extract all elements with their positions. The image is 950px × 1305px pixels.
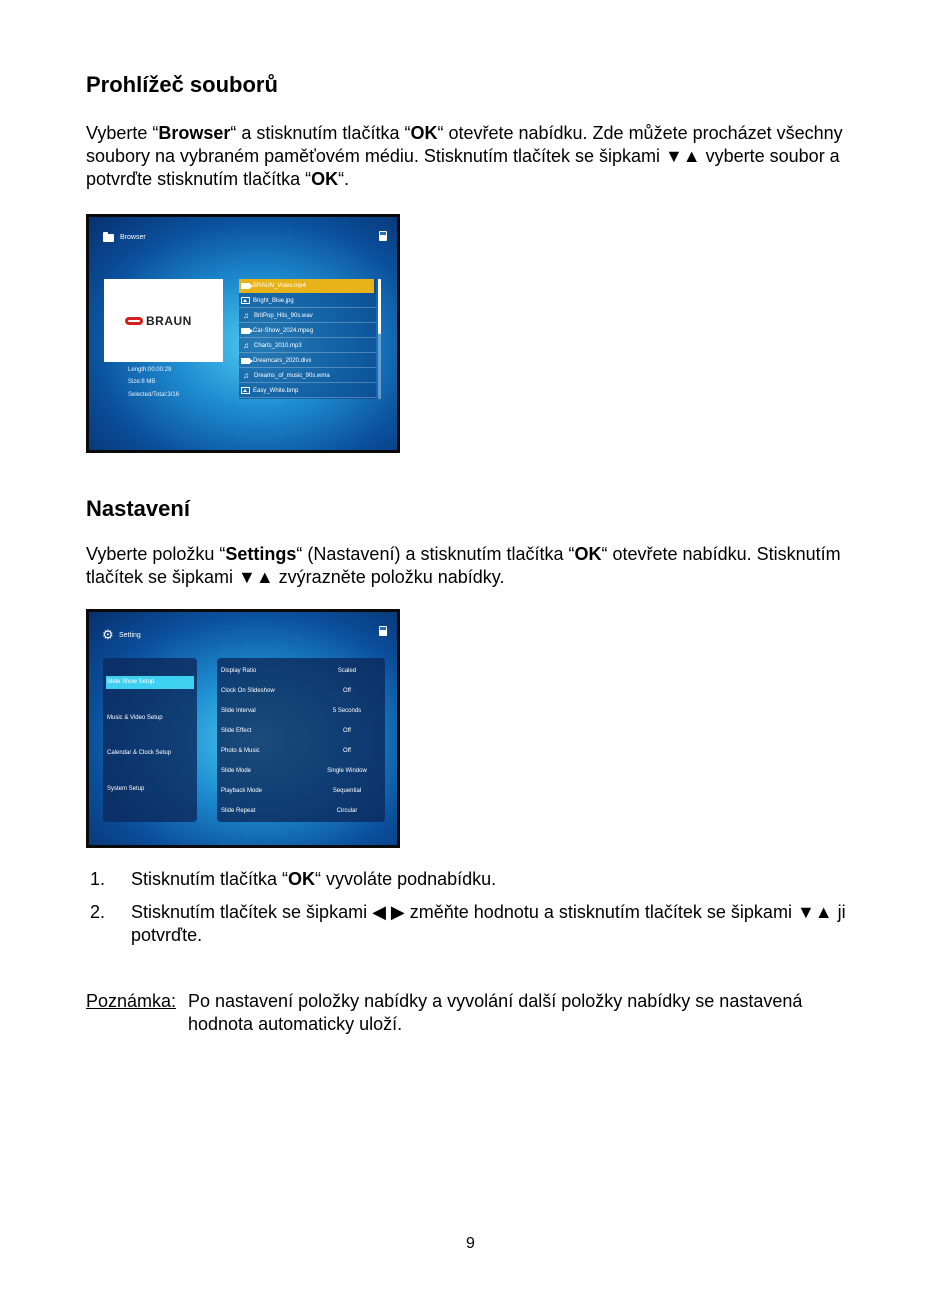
image-file-icon — [241, 387, 250, 394]
setting-name[interactable]: Display Ratio — [221, 668, 257, 674]
setting-value[interactable]: Off — [343, 688, 351, 694]
video-file-icon — [241, 283, 250, 289]
settings-menu-item[interactable]: Calendar & Clock Setup — [107, 750, 172, 756]
text-segment: “. — [338, 169, 350, 189]
braun-logo-mark-icon — [125, 317, 143, 325]
setting-name[interactable]: Slide Repeat — [221, 808, 256, 814]
setting-name[interactable]: Clock On Slideshow — [221, 688, 275, 694]
settings-paragraph — [86, 543, 846, 589]
settings-menu-panel — [103, 658, 197, 822]
file-name: Dreams_of_music_90s.wma — [254, 372, 330, 379]
setting-value[interactable]: Single Window — [327, 768, 367, 774]
info-selected-total: Selected/Total:3/16 — [128, 392, 180, 398]
sd-card-icon — [379, 626, 387, 636]
browser-paragraph — [86, 122, 846, 191]
file-list-item[interactable] — [239, 279, 374, 293]
video-file-icon — [241, 328, 250, 334]
file-preview — [104, 279, 223, 362]
settings-screenshot — [86, 609, 400, 848]
file-name: Bright_Blue.jpg — [253, 297, 294, 304]
braun-logo — [125, 314, 192, 328]
file-name: Easy_White.bmp — [253, 387, 299, 394]
folder-icon — [103, 234, 114, 242]
section-heading-browser: Prohlížeč souborů — [86, 72, 278, 97]
setting-name[interactable]: Playback Mode — [221, 788, 263, 794]
text-segment: “ (Nastavení) a stisknutím tlačítka “ — [296, 544, 575, 564]
music-file-icon: ♫ — [243, 340, 249, 350]
setting-value[interactable]: Sequential — [332, 788, 362, 794]
setting-name[interactable]: Slide Interval — [221, 708, 256, 714]
note-text: Po nastavení položky nabídky a vyvolání další položky nabídky se nastavená hodnota automaticky uloží. — [188, 991, 803, 1034]
music-file-icon: ♫ — [243, 370, 249, 380]
file-list[interactable] — [239, 279, 376, 399]
file-name: Car-Show_2024.mpeg — [253, 327, 314, 334]
setting-value[interactable]: Off — [343, 728, 351, 734]
text-segment: “ otevřete nabídku. Zde můžete procházet všechny soubory na vybraném paměťovém médiu. Stisknutím tlačítek se šipkami ▼▲ vyberte soubor a potvrďte stisknutím tlačítka “ — [86, 123, 843, 189]
step-2-number: 2. — [90, 902, 106, 922]
bold-text: Browser — [158, 123, 231, 143]
step-1-text — [131, 868, 851, 891]
settings-values-panel — [217, 658, 385, 822]
settings-menu-item[interactable]: Slide Show Setup — [106, 676, 194, 689]
braun-logo-text: BRAUN — [146, 314, 192, 328]
setting-value[interactable]: 5 Seconds — [332, 708, 362, 714]
file-list-scrollbar[interactable] — [378, 279, 381, 399]
settings-menu-item[interactable]: System Setup — [107, 786, 145, 792]
text-segment: Vyberte položku “ — [86, 544, 226, 564]
music-file-icon: ♫ — [243, 310, 249, 320]
setting-value[interactable]: Off — [343, 748, 351, 754]
file-list-item[interactable] — [239, 324, 376, 338]
text-segment: Vyberte “ — [86, 123, 159, 143]
file-name: BRAUN_Video.mp4 — [253, 283, 306, 289]
scrollbar-thumb[interactable] — [378, 279, 381, 334]
file-name: Dreamcars_2020.divx — [253, 357, 312, 364]
info-size: Size:8 MB — [128, 379, 156, 385]
setting-name[interactable]: Photo & Music — [221, 748, 260, 754]
bold-text: OK — [410, 123, 438, 143]
bold-text: Settings — [225, 544, 297, 564]
file-list-item[interactable] — [239, 369, 376, 383]
bold-text: OK — [288, 869, 316, 889]
bold-text: OK — [574, 544, 602, 564]
step-1-number: 1. — [90, 869, 106, 889]
file-list-item[interactable] — [239, 354, 376, 368]
setting-value[interactable]: Scaled — [337, 668, 357, 674]
note-label: Poznámka: — [86, 991, 177, 1011]
section-heading-settings: Nastavení — [86, 496, 190, 521]
browser-title: Browser — [120, 234, 146, 241]
file-list-item[interactable] — [239, 384, 376, 398]
file-name: BritPop_Hits_90s.wav — [254, 312, 313, 319]
settings-description — [86, 543, 846, 589]
file-list-item[interactable] — [239, 294, 376, 308]
browser-description — [86, 122, 846, 191]
text-segment: Stisknutím tlačítka “ — [131, 869, 289, 889]
settings-title: Setting — [119, 632, 141, 639]
page-number: 9 — [466, 1235, 475, 1252]
text-segment: “ a stisknutím tlačítka “ — [230, 123, 411, 143]
bold-text: OK — [311, 169, 339, 189]
sd-card-icon — [379, 231, 387, 241]
step-2-text — [131, 901, 851, 947]
file-name: Charts_2010.mp3 — [254, 342, 302, 349]
image-file-icon — [241, 297, 250, 304]
gear-icon: ⚙ — [102, 627, 114, 642]
video-file-icon — [241, 358, 250, 364]
file-list-item[interactable] — [239, 339, 376, 353]
settings-menu-item[interactable]: Music & Video Setup — [107, 715, 163, 721]
text-segment: Stisknutím tlačítek se šipkami ◀ ▶ změňte hodnotu a stisknutím tlačítek se šipkami ▼▲ ji potvrďte. — [131, 902, 846, 945]
file-list-item[interactable] — [239, 309, 376, 323]
text-segment: “ vyvoláte podnabídku. — [315, 869, 497, 889]
setting-name[interactable]: Slide Mode — [221, 768, 252, 774]
setting-name[interactable]: Slide Effect — [221, 728, 252, 734]
text-segment: “ otevřete nabídku. Stisknutím tlačítek se šipkami ▼▲ zvýrazněte položku nabídky. — [86, 544, 841, 587]
browser-screenshot — [86, 214, 400, 453]
setting-value[interactable]: Circular — [336, 808, 358, 814]
info-length: Length:00:00:29 — [128, 367, 172, 373]
